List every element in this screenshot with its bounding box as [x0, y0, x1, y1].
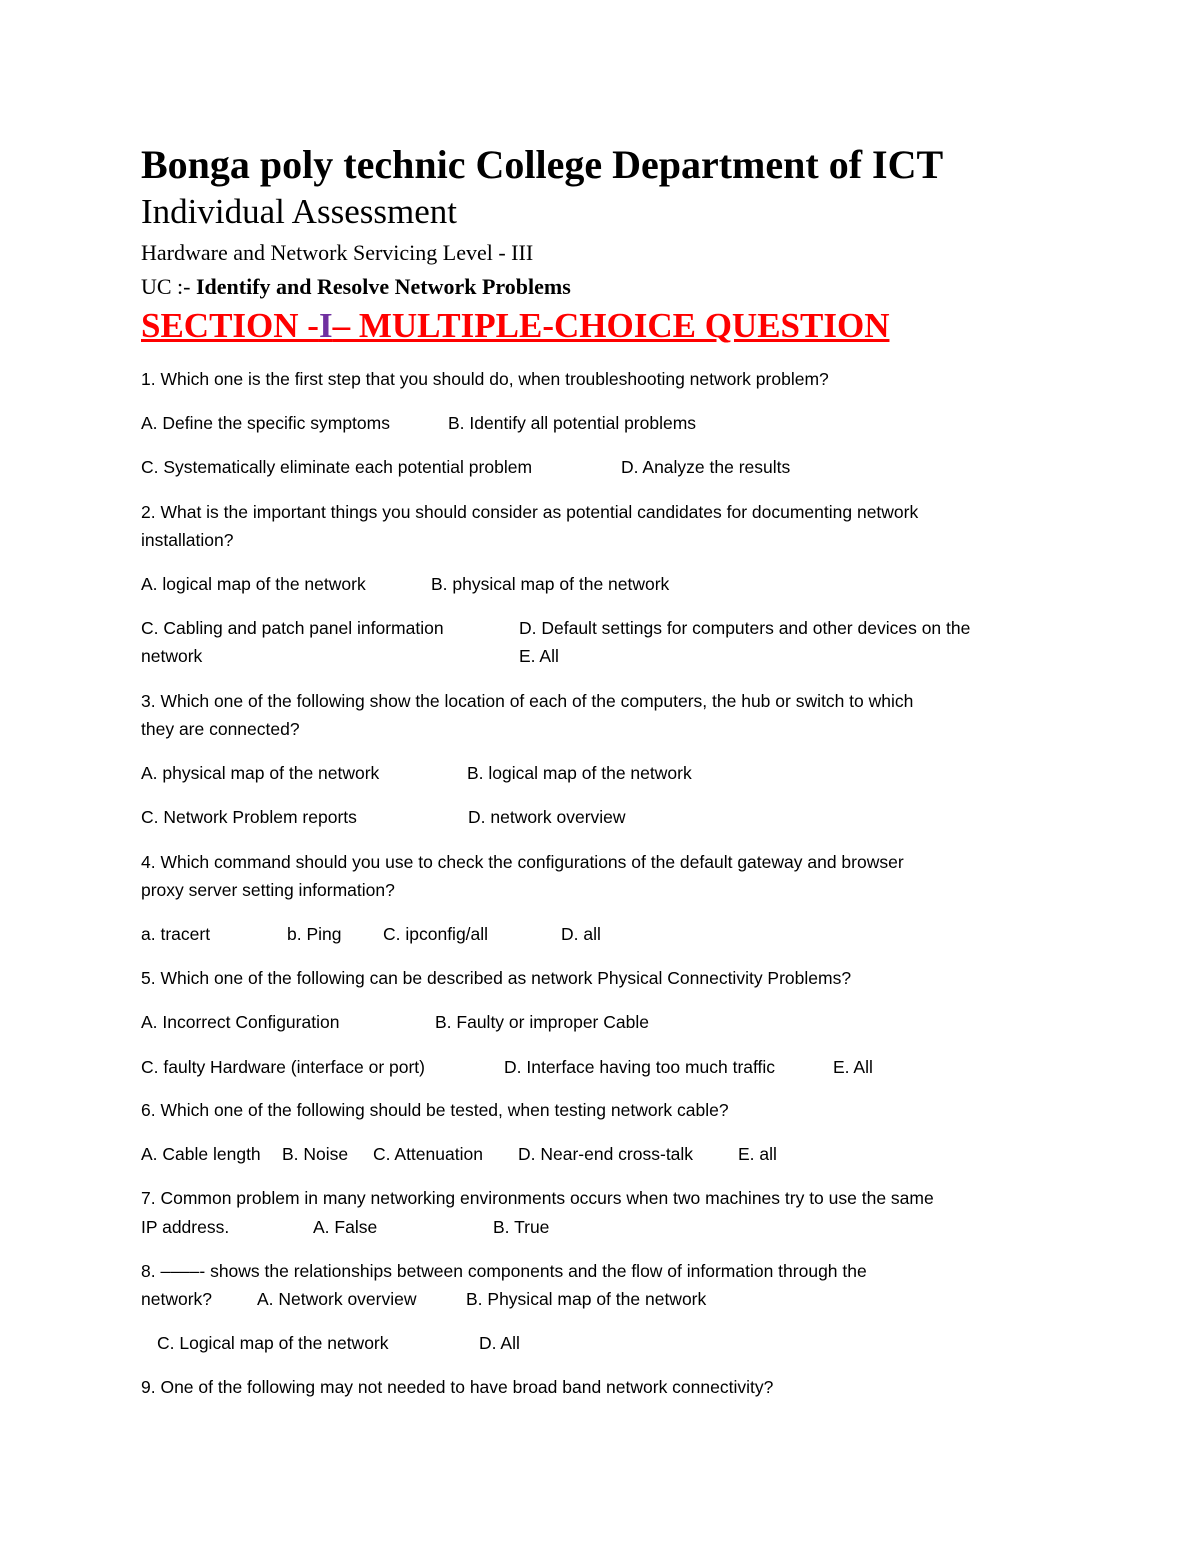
uc-prefix: UC :- — [141, 274, 196, 299]
option-b: B. Identify all potential problems — [448, 413, 697, 433]
document-title: Bonga poly technic College Department of ICT — [141, 142, 944, 187]
section-suffix: – MULTIPLE-CHOICE QUESTION — [332, 306, 890, 345]
option-a: A. Incorrect Configuration — [141, 1012, 340, 1032]
option-a: A. physical map of the network — [141, 763, 380, 783]
question-text-continued: proxy server setting information? — [141, 880, 395, 900]
option-d: D. Analyze the results — [621, 457, 791, 477]
unit-of-competence — [141, 274, 571, 300]
option-b: B. Faulty or improper Cable — [435, 1012, 649, 1032]
option-c: C. faulty Hardware (interface or port) — [141, 1057, 425, 1077]
option-b: B. True — [493, 1217, 550, 1237]
option-b: b. Ping — [287, 924, 342, 944]
option-e: E. all — [738, 1144, 777, 1164]
option-e: E. All — [519, 646, 559, 666]
course-title: Hardware and Network Servicing Level - III — [141, 240, 534, 265]
question-text: 1. Which one is the first step that you should do, when troubleshooting network problem? — [141, 369, 829, 389]
option-c: C. Systematically eliminate each potential problem — [141, 457, 533, 477]
section-heading — [141, 306, 889, 346]
section-prefix: SECTION - — [141, 306, 319, 345]
option-b: B. Noise — [282, 1144, 349, 1164]
question-text: 2. What is the important things you should consider as potential candidates for documenting network — [141, 502, 919, 522]
question-text: 9. One of the following may not needed to have broad band network connectivity? — [141, 1377, 774, 1397]
document-subtitle: Individual Assessment — [141, 192, 457, 231]
option-b: B. physical map of the network — [431, 574, 670, 594]
option-d: D. all — [561, 924, 601, 944]
question-text: 7. Common problem in many networking environments occurs when two machines try to use the same — [141, 1188, 934, 1208]
question-text-continued: network? — [141, 1289, 213, 1309]
option-c-continued: network — [141, 646, 203, 666]
option-c: C. Network Problem reports — [141, 807, 357, 827]
option-a: A. False — [313, 1217, 378, 1237]
question-text-continued: installation? — [141, 530, 234, 550]
question-text: 3. Which one of the following show the location of each of the computers, the hub or switch to which — [141, 691, 914, 711]
question-text-continued: they are connected? — [141, 719, 300, 739]
question-text-continued: IP address. — [141, 1217, 230, 1237]
option-c: C. ipconfig/all — [383, 924, 489, 944]
option-c: C. Cabling and patch panel information — [141, 618, 444, 638]
option-b: B. Physical map of the network — [466, 1289, 707, 1309]
option-a: A. Cable length — [141, 1144, 261, 1164]
option-e: E. All — [833, 1057, 873, 1077]
option-c: C. Attenuation — [373, 1144, 483, 1164]
option-d: D. All — [479, 1333, 520, 1353]
option-d: D. Default settings for computers and other devices on the — [519, 618, 971, 638]
option-c: C. Logical map of the network — [157, 1333, 389, 1353]
option-d: D. Interface having too much traffic — [504, 1057, 776, 1077]
question-text: 6. Which one of the following should be tested, when testing network cable? — [141, 1100, 729, 1120]
option-d: D. Near-end cross-talk — [518, 1144, 694, 1164]
option-d: D. network overview — [468, 807, 626, 827]
option-a: A. logical map of the network — [141, 574, 366, 594]
question-text: 8. ––––- shows the relationships between components and the flow of information through the — [141, 1261, 867, 1281]
question-text: 4. Which command should you use to check the configurations of the default gateway and browser — [141, 852, 904, 872]
option-a: A. Network overview — [257, 1289, 417, 1309]
uc-title: Identify and Resolve Network Problems — [196, 274, 571, 299]
section-roman: I — [318, 306, 333, 345]
option-b: B. logical map of the network — [467, 763, 692, 783]
option-a: a. tracert — [141, 924, 211, 944]
question-text: 5. Which one of the following can be described as network Physical Connectivity Problems? — [141, 968, 852, 988]
option-a: A. Define the specific symptoms — [141, 413, 390, 433]
